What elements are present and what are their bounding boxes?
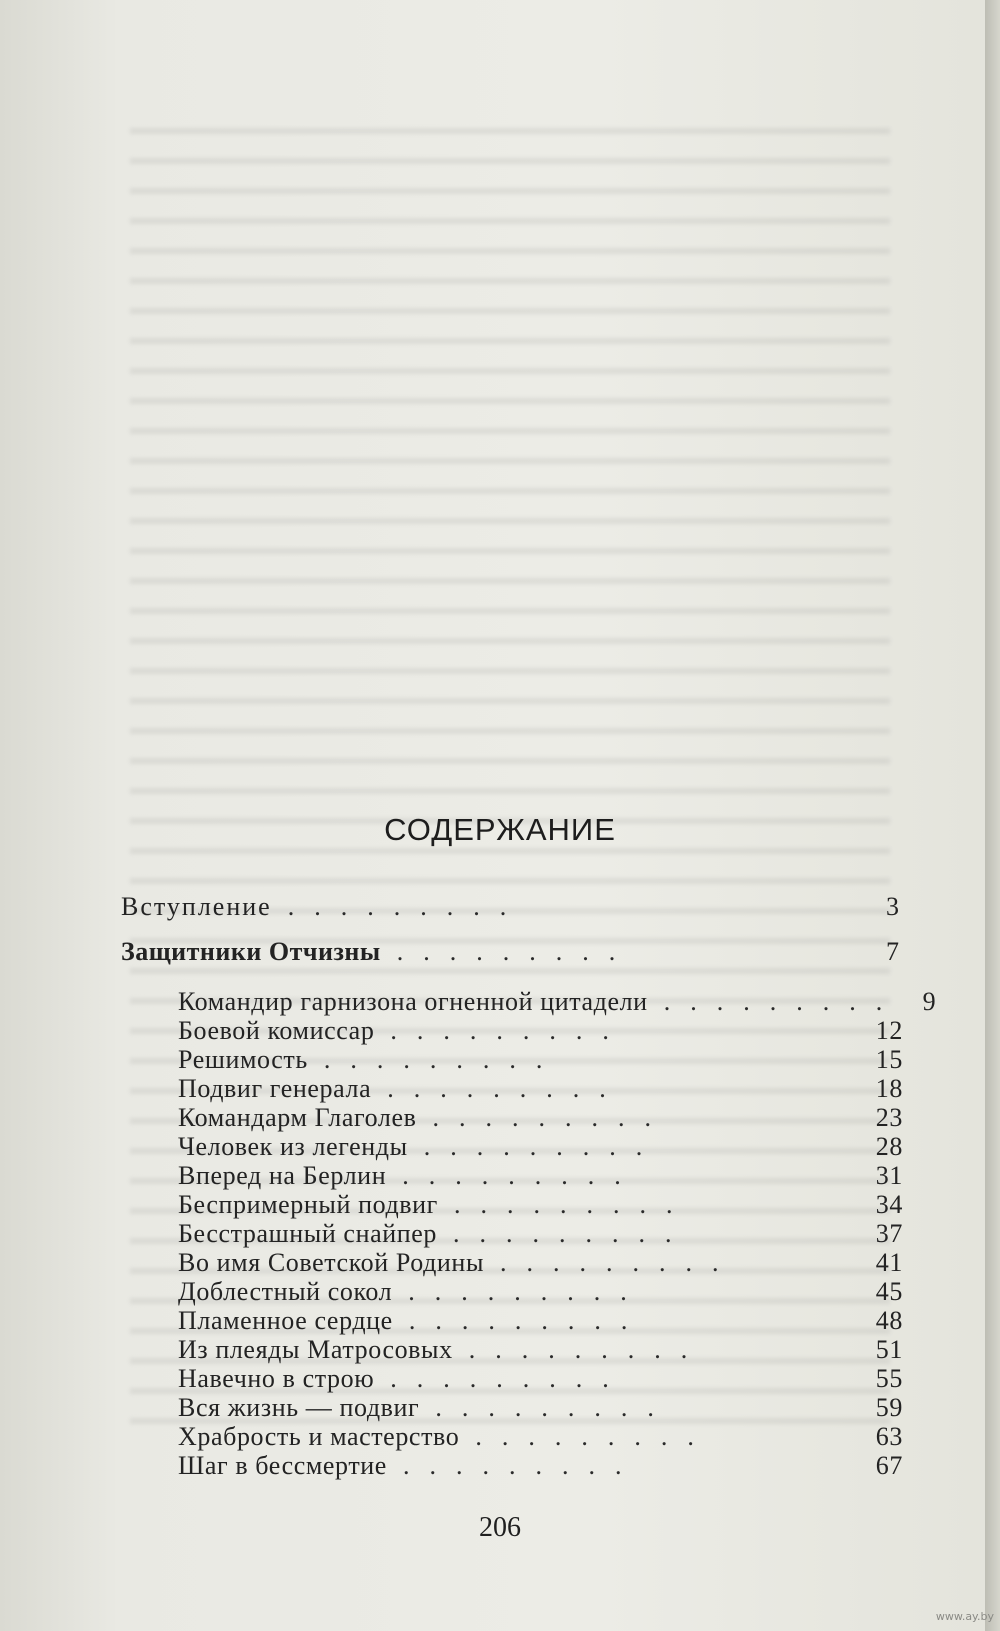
leader-dots: ......... — [408, 1277, 647, 1306]
toc-page-number: 41 — [875, 1248, 903, 1277]
toc-entry — [178, 1248, 903, 1278]
toc-page-number: 12 — [875, 1016, 903, 1045]
toc-page-number: 15 — [875, 1045, 903, 1074]
toc-entry — [178, 1451, 903, 1481]
toc-title: Бесстрашный снайпер — [178, 1219, 437, 1248]
toc-entry — [178, 1422, 903, 1452]
toc-entry — [178, 1045, 903, 1075]
toc-title: Во имя Советской Родины — [178, 1248, 485, 1277]
toc-title: Командир гарнизона огненной цитадели — [178, 987, 648, 1016]
toc-entry — [178, 1074, 903, 1104]
toc-entry — [178, 1306, 903, 1336]
toc-page-number: 59 — [875, 1393, 903, 1422]
contents-heading: СОДЕРЖАНИЕ — [384, 812, 616, 847]
toc-page-number: 7 — [886, 937, 901, 966]
toc-page-number: 48 — [875, 1306, 903, 1335]
toc-entry — [178, 987, 937, 1017]
leader-dots: ......... — [390, 1016, 629, 1045]
leader-dots: ......... — [432, 1103, 671, 1132]
leader-dots: ......... — [323, 1045, 563, 1074]
toc-page-number: 31 — [875, 1161, 903, 1190]
toc-section-defenders — [121, 937, 901, 967]
toc-entry — [178, 1016, 903, 1046]
toc-page-number: 3 — [886, 892, 901, 921]
leader-dots: ......... — [663, 987, 903, 1016]
toc-page-number: 63 — [875, 1422, 903, 1451]
toc-entry — [178, 1190, 903, 1220]
toc-entry — [178, 1277, 903, 1307]
leader-dots: ......... — [387, 1074, 626, 1103]
toc-page-number: 37 — [875, 1219, 903, 1248]
toc-title: Защитники Отчизны — [121, 937, 381, 966]
leader-dots: ......... — [453, 1190, 693, 1219]
toc-page-number: 55 — [875, 1364, 903, 1393]
toc-title: Храбрость и мастерство — [178, 1422, 460, 1451]
toc-page-number: 18 — [875, 1074, 903, 1103]
toc-section-intro — [121, 892, 901, 922]
toc-page-number: 23 — [875, 1103, 903, 1132]
toc-entry — [178, 1393, 903, 1423]
toc-entry — [178, 1161, 903, 1191]
leader-dots: ......... — [402, 1161, 641, 1190]
leader-dots: ......... — [468, 1335, 708, 1364]
toc-page-number: 67 — [875, 1451, 903, 1480]
toc-title: Вперед на Берлин — [178, 1161, 387, 1190]
toc-entry — [178, 1132, 903, 1162]
toc-page-number: 34 — [875, 1190, 903, 1219]
toc-title: Пламенное сердце — [178, 1306, 393, 1335]
leader-dots: ......... — [408, 1306, 648, 1335]
site-watermark: www.ay.by — [935, 1610, 994, 1623]
toc-page-number: 9 — [922, 987, 937, 1016]
leader-dots: ......... — [435, 1393, 674, 1422]
leader-dots: ......... — [402, 1451, 642, 1480]
toc-page-number: 51 — [875, 1335, 903, 1364]
toc-page-number: 45 — [875, 1277, 903, 1306]
leader-dots: ......... — [287, 892, 527, 921]
leader-dots: ......... — [390, 1364, 629, 1393]
toc-entry — [178, 1335, 903, 1365]
toc-title: Из плеяды Матросовых — [178, 1335, 453, 1364]
toc-title: Боевой комиссар — [178, 1016, 375, 1045]
leader-dots: ......... — [475, 1422, 714, 1451]
toc-title: Вся жизнь — подвиг — [178, 1393, 420, 1422]
toc-title: Доблестный сокол — [178, 1277, 393, 1306]
toc-title: Шаг в бессмертие — [178, 1451, 387, 1480]
toc-page-number: 28 — [875, 1132, 903, 1161]
leader-dots: ......... — [423, 1132, 663, 1161]
page-number-footer: 206 — [479, 1512, 521, 1543]
toc-title: Навечно в строю — [178, 1364, 375, 1393]
toc-title: Решимость — [178, 1045, 308, 1074]
toc-title: Человек из легенды — [178, 1132, 408, 1161]
toc-entry — [178, 1103, 903, 1133]
toc-title: Беспримерный подвиг — [178, 1190, 438, 1219]
toc-title: Подвиг генерала — [178, 1074, 372, 1103]
toc-entry — [178, 1219, 903, 1249]
toc-title: Командарм Глаголев — [178, 1103, 417, 1132]
toc-title: Вступление — [121, 892, 272, 921]
leader-dots: ......... — [396, 937, 636, 966]
toc-entry — [178, 1364, 903, 1394]
leader-dots: ......... — [453, 1219, 692, 1248]
leader-dots: ......... — [500, 1248, 739, 1277]
